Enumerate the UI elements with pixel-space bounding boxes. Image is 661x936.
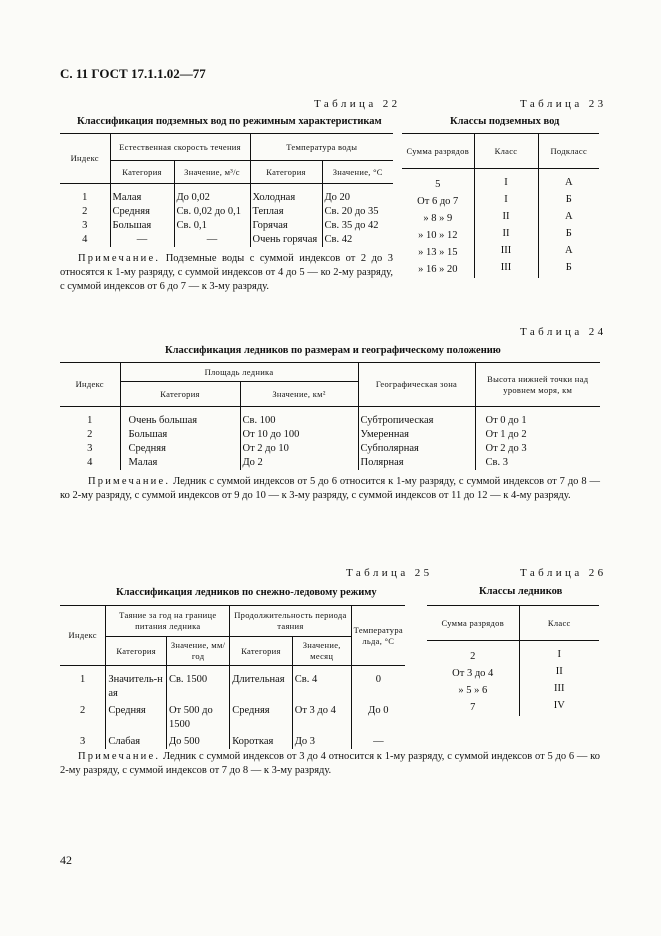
t24-geo: Субполярная <box>358 442 475 456</box>
note-text: Ледник с суммой индексов от 3 до 4 относится к 1-му разряду, с суммой индексов от 5 до 6 — ко 2-му разряду, с суммой индексов от 7 до 8 — к 3-му разряду. <box>60 751 601 776</box>
t24-geo: Полярная <box>358 456 475 470</box>
t22-h-cat2: Категория <box>250 161 322 184</box>
table22-title: Классификация подземных вод по режимным характеристикам <box>77 116 382 127</box>
t23-subclass: Б <box>538 193 599 210</box>
table24-label: Таблица 24 <box>520 326 607 338</box>
table-row <box>402 210 599 227</box>
table-row <box>60 732 405 749</box>
note-label: Примечание. <box>78 751 161 762</box>
t22-cat2: Горячая <box>250 219 322 233</box>
table24-title: Классификация ледников по размерам и географическому положению <box>165 345 501 356</box>
table24 <box>60 362 600 470</box>
table-row <box>402 227 599 244</box>
t24-height: Св. 3 <box>475 456 600 470</box>
table-row <box>60 205 393 219</box>
t24-cat: Средняя <box>120 442 240 456</box>
table25-label: Таблица 25 <box>346 567 433 579</box>
t22-val2: Св. 20 до 35 <box>322 205 393 219</box>
t23-class: III <box>474 244 538 261</box>
t22-h-speed: Естественная скорость течения <box>110 134 250 161</box>
t22-idx: 3 <box>82 220 88 231</box>
t23-sum: » 10 » 12 <box>418 230 458 241</box>
t25-temp: — <box>351 732 405 749</box>
table-row <box>402 193 599 210</box>
t23-h-class: Класс <box>474 134 538 169</box>
table23-label: Таблица 23 <box>520 98 607 110</box>
table22-label: Таблица 22 <box>314 98 401 110</box>
t22-cat2: Теплая <box>250 205 322 219</box>
page-header: С. 11 ГОСТ 17.1.1.02—77 <box>60 66 206 81</box>
t24-idx: 2 <box>87 429 93 440</box>
t23-h-subclass: Подкласс <box>538 134 599 169</box>
table-row <box>60 456 600 470</box>
t22-cat1: Большая <box>110 219 174 233</box>
t26-h-sum: Сумма разрядов <box>441 617 505 628</box>
t24-h-area: Площадь ледника <box>120 363 358 382</box>
t22-val2: Св. 42 <box>322 233 393 247</box>
t25-val2: До 3 <box>292 732 351 749</box>
t25-cat1: Слабая <box>106 732 167 749</box>
table-row <box>402 244 599 261</box>
t25-val2: От 3 до 4 <box>292 701 351 732</box>
t24-cat: Очень большая <box>120 414 240 428</box>
t22-h-temp: Температура воды <box>250 134 393 161</box>
table24-note <box>60 475 600 503</box>
table-row <box>60 701 405 732</box>
t23-sum: » 16 » 20 <box>418 264 458 275</box>
table-row <box>402 261 599 278</box>
note-text: Подземные воды с суммой индексов от 2 до 3 относятся к 1-му разряду, с суммой индексов от 4 до 5 — ко 2-му разряду, с суммой индексов от 6 до 7 — к 3-му разряду. <box>60 253 393 292</box>
t22-h-cat1: Категория <box>110 161 174 184</box>
table-row <box>60 191 393 205</box>
t25-cat2: Длительная <box>230 673 293 701</box>
t22-val1: — <box>174 233 250 247</box>
t25-idx: 1 <box>80 674 86 685</box>
t24-height: От 0 до 1 <box>475 414 600 428</box>
t22-cat1: — <box>110 233 174 247</box>
note-label: Примечание. <box>78 253 161 264</box>
t26-class: III <box>519 682 599 699</box>
t25-h-duration: Продолжительность периода таяния <box>230 606 351 637</box>
t24-val: Св. 100 <box>240 414 358 428</box>
t25-idx: 3 <box>80 736 86 747</box>
t26-class: I <box>519 648 599 665</box>
t24-height: От 1 до 2 <box>475 428 600 442</box>
page-number: 42 <box>60 853 72 867</box>
t26-class: IV <box>519 699 599 716</box>
table-row <box>427 648 599 665</box>
t25-temp: До 0 <box>351 701 405 732</box>
t26-sum: От 3 до 4 <box>452 668 494 679</box>
table-row <box>60 428 600 442</box>
t25-h-val2: Значение, месяц <box>292 637 351 666</box>
table26 <box>427 605 599 716</box>
table25-title: Классификация ледников по снежно-ледовому режиму <box>116 587 377 598</box>
t25-cat2: Средняя <box>230 701 293 732</box>
t26-sum: 7 <box>470 702 476 713</box>
t22-cat1: Малая <box>110 191 174 205</box>
t24-idx: 3 <box>87 443 93 454</box>
t25-temp: 0 <box>351 673 405 701</box>
t24-val: От 2 до 10 <box>240 442 358 456</box>
t25-val1: До 500 <box>166 732 229 749</box>
t23-subclass: Б <box>538 227 599 244</box>
t23-subclass: Б <box>538 261 599 278</box>
t22-idx: 1 <box>82 192 88 203</box>
table23 <box>402 133 599 278</box>
table-row <box>60 414 600 428</box>
t25-val1: От 500 до 1500 <box>166 701 229 732</box>
t22-cat1: Средняя <box>110 205 174 219</box>
table-row <box>427 699 599 716</box>
t23-sum: » 13 » 15 <box>418 247 458 258</box>
t22-val1: До 0,02 <box>174 191 250 205</box>
t22-cat2: Очень горячая <box>250 233 322 247</box>
t24-h-geo: Географическая зона <box>358 363 475 407</box>
t25-idx: 2 <box>80 705 86 716</box>
t25-h-cat1: Категория <box>106 637 167 666</box>
table26-label: Таблица 26 <box>520 567 607 579</box>
t22-h-val1: Значение, м³/с <box>174 161 250 184</box>
t26-class: II <box>519 665 599 682</box>
t22-idx: 4 <box>82 234 88 245</box>
t24-height: От 2 до 3 <box>475 442 600 456</box>
t25-h-val1: Значение, мм/год <box>166 637 229 666</box>
table22-note <box>60 252 393 294</box>
table-row <box>402 176 599 193</box>
table-row <box>60 673 405 701</box>
table23-title: Классы подземных вод <box>450 116 560 127</box>
t23-sum: От 6 до 7 <box>417 196 459 207</box>
t24-idx: 4 <box>87 457 93 468</box>
t25-cat1: Средняя <box>106 701 167 732</box>
t23-class: III <box>474 261 538 278</box>
t25-h-temp: Температура льда, °С <box>351 606 405 666</box>
t24-h-cat: Категория <box>120 382 240 407</box>
t24-h-height: Высота нижней точки над уровнем моря, км <box>475 363 600 407</box>
t24-cat: Большая <box>120 428 240 442</box>
t24-h-index: Индекс <box>75 379 104 389</box>
note-label: Примечание. <box>88 476 171 487</box>
t23-sum: 5 <box>435 179 441 190</box>
t25-h-melt: Таяние за год на границе питания ледника <box>106 606 230 637</box>
table-row <box>60 233 393 247</box>
t24-val: До 2 <box>240 456 358 470</box>
t23-class: II <box>474 227 538 244</box>
t26-sum: 2 <box>470 651 476 662</box>
table-row <box>427 665 599 682</box>
t24-val: От 10 до 100 <box>240 428 358 442</box>
t23-h-sum: Сумма разрядов <box>406 145 470 156</box>
table-row <box>60 219 393 233</box>
t22-val2: Св. 35 до 42 <box>322 219 393 233</box>
table25-note <box>60 750 600 778</box>
table-row <box>60 442 600 456</box>
t22-h-index: Индекс <box>70 153 99 163</box>
t22-val2: До 20 <box>322 191 393 205</box>
t25-h-cat2: Категория <box>230 637 293 666</box>
t22-cat2: Холодная <box>250 191 322 205</box>
t23-class: I <box>474 176 538 193</box>
t23-subclass: А <box>538 210 599 227</box>
t23-class: II <box>474 210 538 227</box>
t22-val1: Св. 0,1 <box>174 219 250 233</box>
t25-cat2: Короткая <box>230 732 293 749</box>
table22 <box>60 133 393 247</box>
t24-geo: Умеренная <box>358 428 475 442</box>
t23-subclass: А <box>538 244 599 261</box>
note-text: Ледник с суммой индексов от 5 до 6 относится к 1-му разряду, с суммой индексов от 7 до 8 — ко 2-му разряду, с суммой индексов от 9 до 10 — к 3-му разряду, с суммой индексов от 11 до 12 — к 4-му разряду. <box>60 476 600 501</box>
t25-val2: Св. 4 <box>292 673 351 701</box>
t24-cat: Малая <box>120 456 240 470</box>
t23-class: I <box>474 193 538 210</box>
t24-idx: 1 <box>87 415 93 426</box>
t25-h-index: Индекс <box>68 630 97 640</box>
t25-cat1: Значитель-ная <box>106 673 167 701</box>
table25 <box>60 605 405 749</box>
t25-val1: Св. 1500 <box>166 673 229 701</box>
table-row <box>427 682 599 699</box>
table26-title: Классы ледников <box>479 586 563 597</box>
t23-sum: » 8 » 9 <box>423 213 453 224</box>
t22-idx: 2 <box>82 206 88 217</box>
t24-geo: Субтропическая <box>358 414 475 428</box>
t26-sum: » 5 » 6 <box>458 685 488 696</box>
t23-subclass: А <box>538 176 599 193</box>
t22-val1: Св. 0,02 до 0,1 <box>174 205 250 219</box>
t22-h-val2: Значение, °С <box>322 161 393 184</box>
t26-h-class: Класс <box>519 606 599 641</box>
t24-h-val: Значение, км² <box>240 382 358 407</box>
